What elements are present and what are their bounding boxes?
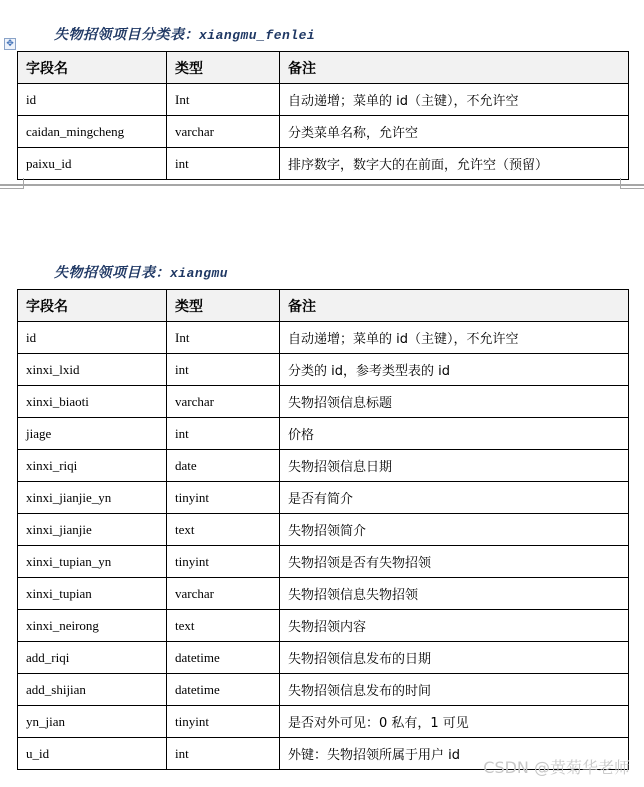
table2-title-cn: 失物招领项目表： bbox=[54, 266, 170, 281]
table-row bbox=[18, 450, 629, 482]
cell-type: varchar bbox=[167, 578, 280, 610]
cell-type: Int bbox=[167, 84, 280, 116]
header-note: 备注 bbox=[280, 290, 629, 322]
cell-note: 失物招领信息标题 bbox=[280, 386, 629, 418]
cell-field: xinxi_tupian bbox=[18, 578, 167, 610]
cell-note: 是否对外可见：0 私有，1 可见 bbox=[280, 706, 629, 738]
cell-field: id bbox=[18, 322, 167, 354]
table1-title-name: xiangmu_fenlei bbox=[199, 28, 316, 43]
cell-note: 失物招领简介 bbox=[280, 514, 629, 546]
header-type: 类型 bbox=[167, 290, 280, 322]
cell-note: 失物招领信息日期 bbox=[280, 450, 629, 482]
cell-field: add_shijian bbox=[18, 674, 167, 706]
cell-type: int bbox=[167, 148, 280, 180]
header-note: 备注 bbox=[280, 52, 629, 84]
cell-field: u_id bbox=[18, 738, 167, 770]
cell-type: date bbox=[167, 450, 280, 482]
cell-field: xinxi_jianjie bbox=[18, 514, 167, 546]
table-row bbox=[18, 610, 629, 642]
margin-corner-marker-right bbox=[620, 178, 644, 189]
cell-field: jiage bbox=[18, 418, 167, 450]
move-arrows-icon[interactable]: ✥ bbox=[4, 38, 16, 50]
cell-note: 失物招领信息失物招领 bbox=[280, 578, 629, 610]
table-row bbox=[18, 514, 629, 546]
header-field-name: 字段名 bbox=[18, 290, 167, 322]
cell-type: datetime bbox=[167, 674, 280, 706]
table2-title bbox=[54, 262, 228, 282]
cell-field: xinxi_biaoti bbox=[18, 386, 167, 418]
table-row bbox=[18, 354, 629, 386]
cell-note: 是否有简介 bbox=[280, 482, 629, 514]
cell-type: Int bbox=[167, 322, 280, 354]
cell-field: id bbox=[18, 84, 167, 116]
cell-note: 分类的 id，参考类型表的 id bbox=[280, 354, 629, 386]
cell-type: tinyint bbox=[167, 706, 280, 738]
cell-note: 价格 bbox=[280, 418, 629, 450]
table-row bbox=[18, 386, 629, 418]
watermark: CSDN @黄菊华老师 bbox=[483, 758, 630, 777]
cell-note: 外键：失物招领所属于用户 id bbox=[280, 738, 629, 770]
table-row bbox=[18, 148, 629, 180]
table1-title-cn: 失物招领项目分类表： bbox=[54, 28, 199, 43]
cell-field: xinxi_tupian_yn bbox=[18, 546, 167, 578]
cell-type: datetime bbox=[167, 642, 280, 674]
cell-note: 失物招领内容 bbox=[280, 610, 629, 642]
cell-note: 失物招领信息发布的时间 bbox=[280, 674, 629, 706]
cell-note: 分类菜单名称，允许空 bbox=[280, 116, 629, 148]
table1-xiangmu-fenlei bbox=[17, 51, 629, 180]
margin-corner-marker-left bbox=[0, 178, 24, 189]
cell-note: 自动递增；菜单的 id（主键），不允许空 bbox=[280, 84, 629, 116]
table1-title bbox=[54, 24, 315, 44]
header-type: 类型 bbox=[167, 52, 280, 84]
cell-type: int bbox=[167, 738, 280, 770]
table-row bbox=[18, 642, 629, 674]
cell-field: xinxi_lxid bbox=[18, 354, 167, 386]
table-row bbox=[18, 546, 629, 578]
cell-field: xinxi_neirong bbox=[18, 610, 167, 642]
table2-xiangmu bbox=[17, 289, 629, 770]
table-row bbox=[18, 418, 629, 450]
table-row bbox=[18, 578, 629, 610]
table-row bbox=[18, 482, 629, 514]
cell-type: tinyint bbox=[167, 482, 280, 514]
page-break-rule bbox=[0, 184, 644, 186]
cell-note: 失物招领信息发布的日期 bbox=[280, 642, 629, 674]
cell-type: text bbox=[167, 514, 280, 546]
cell-note: 排序数字，数字大的在前面，允许空（预留） bbox=[280, 148, 629, 180]
table-row bbox=[18, 322, 629, 354]
cell-type: text bbox=[167, 610, 280, 642]
cell-field: xinxi_riqi bbox=[18, 450, 167, 482]
cell-field: xinxi_jianjie_yn bbox=[18, 482, 167, 514]
header-field-name: 字段名 bbox=[18, 52, 167, 84]
cell-field: yn_jian bbox=[18, 706, 167, 738]
cell-type: int bbox=[167, 354, 280, 386]
cell-field: add_riqi bbox=[18, 642, 167, 674]
cell-note: 失物招领是否有失物招领 bbox=[280, 546, 629, 578]
cell-type: int bbox=[167, 418, 280, 450]
cell-note: 自动递增；菜单的 id（主键），不允许空 bbox=[280, 322, 629, 354]
cell-field: caidan_mingcheng bbox=[18, 116, 167, 148]
cell-type: tinyint bbox=[167, 546, 280, 578]
cell-type: varchar bbox=[167, 386, 280, 418]
table-row bbox=[18, 84, 629, 116]
table-header-row bbox=[18, 52, 629, 84]
table-header-row bbox=[18, 290, 629, 322]
table2-title-name: xiangmu bbox=[170, 266, 229, 281]
table-row bbox=[18, 706, 629, 738]
table-row bbox=[18, 674, 629, 706]
cell-field: paixu_id bbox=[18, 148, 167, 180]
table-row bbox=[18, 116, 629, 148]
cell-type: varchar bbox=[167, 116, 280, 148]
